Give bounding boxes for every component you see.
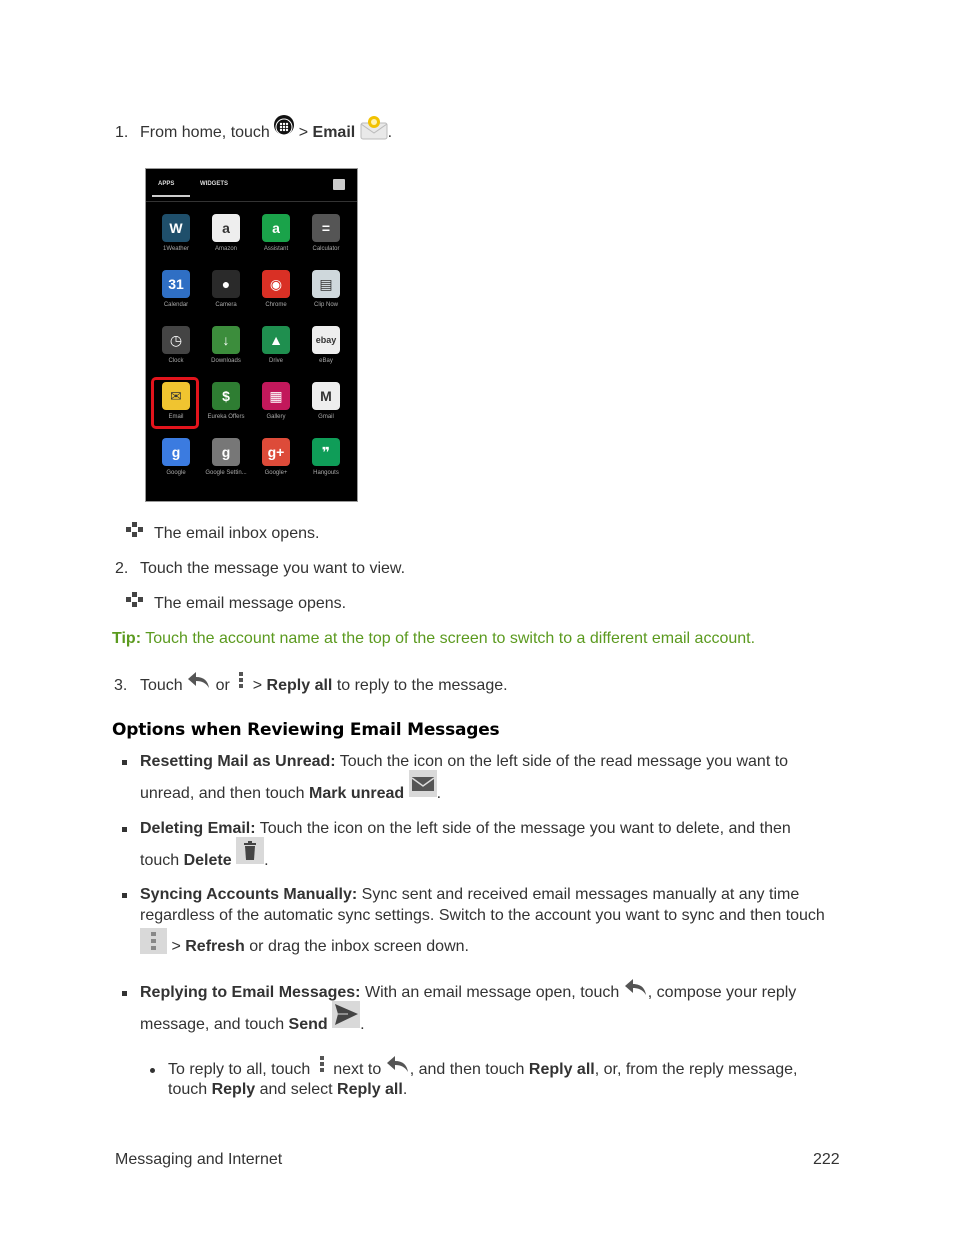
app-google-settin[interactable] [201, 438, 251, 494]
period: . [402, 1081, 408, 1098]
bullet-sync-title: Syncing Accounts Manually: [140, 886, 358, 903]
step-1-text [140, 115, 392, 145]
app-drive[interactable] [251, 326, 301, 382]
bullet-reply-text-2: message, and touch [140, 1016, 285, 1033]
app-icon: ▤ [312, 270, 340, 298]
drawer-tabs [146, 169, 357, 199]
app-clock[interactable] [151, 326, 201, 382]
app-camera[interactable] [201, 270, 251, 326]
app-label: Camera [215, 302, 237, 308]
app-icon: ▲ [262, 326, 290, 354]
app-amazon[interactable] [201, 214, 251, 270]
bullet-delete-line-1 [140, 820, 791, 838]
separator-gt: > [252, 677, 263, 694]
reply-icon [386, 1051, 410, 1069]
result-2 [126, 594, 144, 612]
app-label: Calendar [163, 302, 189, 308]
app-icon: M [312, 382, 340, 410]
app-label: Google Settin... [205, 470, 247, 476]
sub-bullet-text-2: touch [168, 1081, 208, 1098]
email-label: Email [312, 124, 356, 141]
diamond-bullet-icon [126, 522, 144, 538]
bullet-sync-line-3 [140, 928, 469, 966]
app-label: Email [168, 414, 184, 420]
bullet-unread-text-2: unread, and then touch [140, 785, 305, 802]
send-label: Send [288, 1016, 328, 1033]
sub-bullet-text-c: , and then touch [409, 1061, 525, 1078]
result-1 [126, 524, 144, 542]
app-ebay[interactable] [301, 326, 351, 382]
app-label: 1Weather [163, 246, 189, 252]
app-icon: $ [212, 382, 240, 410]
sub-bullet-text-d: , or, from the reply message, [594, 1061, 798, 1078]
square-bullet [122, 893, 127, 898]
tab-apps: APPS [158, 181, 175, 187]
app-icon: 31 [162, 270, 190, 298]
app-label: Gallery [266, 414, 286, 420]
app-label: Gmail [318, 414, 334, 420]
app-icon: g [162, 438, 190, 466]
store-icon [333, 179, 345, 190]
app-calendar[interactable] [151, 270, 201, 326]
reply-label: Reply [211, 1081, 256, 1098]
trash-icon [236, 837, 264, 864]
bullet-unread-line-2 [140, 772, 441, 816]
app-chrome[interactable] [251, 270, 301, 326]
app-icon: g [212, 438, 240, 466]
step-number: 1. [115, 124, 129, 141]
app-clip-now[interactable] [301, 270, 351, 326]
separator-gt: > [171, 938, 181, 955]
bullet-sync-text: Sync sent and received email messages manually at any time [361, 886, 800, 903]
app-google[interactable] [251, 438, 301, 494]
step-1 [115, 124, 128, 142]
sub-bullet-text-b: next to [333, 1061, 382, 1078]
section-title: Options when Reviewing Email Messages [112, 720, 500, 740]
app-gallery[interactable] [251, 382, 301, 438]
app-label: Clock [168, 358, 184, 364]
square-bullet [122, 991, 127, 996]
bullet-reply-text-b: , compose your reply [647, 984, 797, 1001]
bullet-reply-title: Replying to Email Messages: [140, 984, 361, 1001]
menu-dots-icon [140, 928, 167, 954]
app-label: Drive [268, 358, 283, 364]
sub-bullet-text-2b: and select [259, 1081, 333, 1098]
app-icon: ❞ [312, 438, 340, 466]
reply-all-label: Reply all [266, 677, 333, 694]
app-label: Clip Now [313, 302, 338, 308]
square-bullet [122, 760, 127, 765]
separator-gt: > [298, 124, 309, 141]
reply-icon [624, 974, 648, 992]
bullet-delete-text: Touch the icon on the left side of the message you want to delete, and then [259, 820, 791, 837]
app-eureka-offers[interactable] [201, 382, 251, 438]
bullet-delete-text-2: touch [140, 852, 180, 869]
app-icon: ◷ [162, 326, 190, 354]
bullet-delete-line-2 [140, 839, 269, 883]
page-number: 222 [813, 1151, 840, 1168]
app-label: Eureka Offers [207, 414, 245, 420]
reply-icon [187, 667, 211, 685]
period: . [436, 785, 442, 802]
app-label: eBay [319, 358, 333, 364]
send-icon [332, 1001, 360, 1028]
app-icon: ● [212, 270, 240, 298]
app-icon: = [312, 214, 340, 242]
email-highlight-box [151, 377, 199, 429]
bullet-unread-title: Resetting Mail as Unread: [140, 753, 336, 770]
bullet-unread-line-1 [140, 753, 788, 771]
apps-icon [274, 115, 294, 135]
step-3-post: to reply to the message. [336, 677, 508, 694]
divider [146, 201, 357, 202]
app-downloads[interactable] [201, 326, 251, 382]
app-label: Google+ [264, 470, 288, 476]
delete-label: Delete [183, 852, 232, 869]
bullet-reply-text: With an email message open, touch [364, 984, 620, 1001]
mark-unread-icon [409, 770, 437, 797]
period: . [387, 124, 393, 141]
period: . [360, 1016, 365, 1033]
step-2-number: 2. [115, 560, 129, 577]
email-app-icon [360, 114, 388, 140]
bullet-reply-line-2 [140, 1003, 365, 1047]
app-icon: ▦ [262, 382, 290, 410]
period: . [264, 852, 269, 869]
app-icon: ◉ [262, 270, 290, 298]
step-3-number: 3. [114, 677, 128, 694]
app-label: Calculator [312, 246, 340, 252]
app-label: Google [166, 470, 186, 476]
result-1-text: The email inbox opens. [154, 525, 320, 542]
app-icon: g+ [262, 438, 290, 466]
app-icon: a [262, 214, 290, 242]
bullet-unread-text: Touch the icon on the left side of the read message you want to [339, 753, 789, 770]
tab-widgets: WIDGETS [200, 181, 228, 187]
bullet-sync-text-3: or drag the inbox screen down. [249, 938, 469, 955]
tab-indicator [152, 195, 190, 197]
step-3-text [140, 668, 508, 704]
app-label: Assistant [263, 246, 289, 252]
app-google[interactable] [151, 438, 201, 494]
step-3-pre: Touch [140, 677, 183, 694]
bullet-delete-title: Deleting Email: [140, 820, 256, 837]
round-bullet [150, 1068, 155, 1073]
bullet-sync-line-2: regardless of the automatic sync settings. Switch to the account you want to sync and then touch [140, 907, 825, 924]
app-icon: W [162, 214, 190, 242]
app-label: Hangouts [313, 470, 339, 476]
step-2-text: Touch the message you want to view. [140, 560, 406, 577]
tip [112, 630, 755, 648]
app-hangouts[interactable] [301, 438, 351, 494]
square-bullet [122, 827, 127, 832]
mark-unread-label: Mark unread [309, 785, 405, 802]
bullet-sync-line-1 [140, 886, 799, 904]
app-label: Chrome [265, 302, 287, 308]
tip-text: Touch the account name at the top of the screen to switch to a different email account. [145, 630, 756, 647]
app-icon: ✉ [162, 382, 190, 410]
result-2-text: The email message opens. [154, 595, 347, 612]
app-label: Downloads [211, 358, 241, 364]
reply-all-label: Reply all [337, 1081, 403, 1098]
or-word: or [215, 677, 230, 694]
app-icon: a [212, 214, 240, 242]
menu-dots-icon [234, 667, 248, 685]
step-1-pre: From home, touch [140, 124, 270, 141]
app-icon: ebay [312, 326, 340, 354]
app-icon: ↓ [212, 326, 240, 354]
refresh-label: Refresh [185, 938, 245, 955]
sub-bullet-line-2 [168, 1081, 407, 1099]
app-gmail[interactable] [301, 382, 351, 438]
app-assistant[interactable] [251, 214, 301, 270]
app-calculator[interactable] [301, 214, 351, 270]
sub-bullet-text: To reply to all, touch [168, 1061, 311, 1078]
tip-label: Tip: [112, 630, 142, 647]
app-label: Amazon [214, 246, 237, 252]
diamond-bullet-icon [126, 592, 144, 608]
menu-dots-icon [315, 1051, 329, 1069]
footer-section-name: Messaging and Internet [115, 1151, 283, 1168]
app-1weather[interactable] [151, 214, 201, 270]
reply-all-label: Reply all [528, 1061, 595, 1078]
app-drawer-screenshot [145, 168, 358, 502]
